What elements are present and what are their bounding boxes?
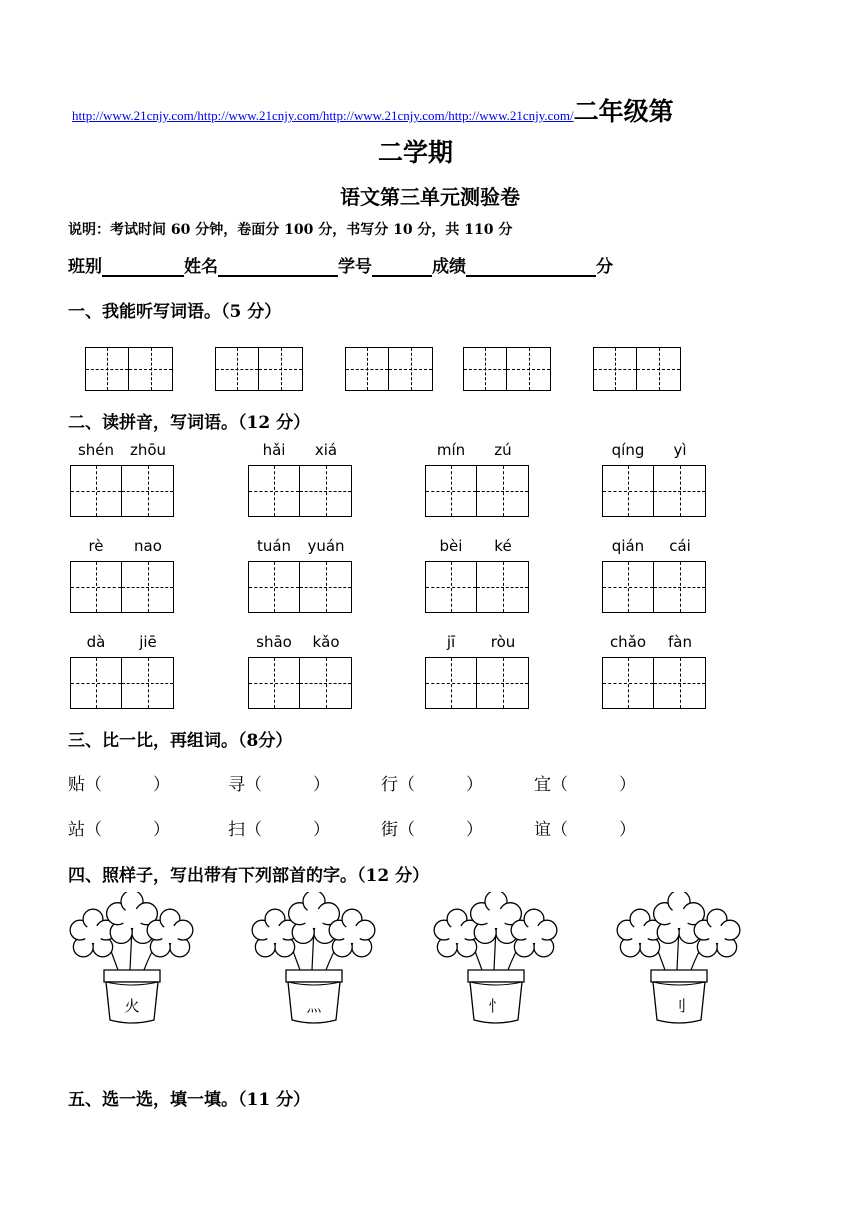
pinyin-writing-grid[interactable] [602,465,706,517]
pinyin-writing-grid[interactable] [425,657,529,709]
radical-label: 刂 [671,997,687,1015]
compare-item[interactable]: 街（ ） [381,820,483,840]
pinyin-syllable: shén [77,441,115,459]
dictation-grid-5[interactable] [593,347,681,391]
compare-item[interactable]: 行（ ） [381,775,483,795]
pinyin-syllable: jiē [139,633,157,651]
pinyin-syllable: bèi [439,537,463,555]
name-blank[interactable] [218,257,338,277]
pinyin-writing-grid[interactable] [602,657,706,709]
pinyin-writing-grid[interactable] [425,561,529,613]
pinyin-writing-grid[interactable] [602,561,706,613]
section-3-title: 三、比一比，再组词。（8分） [68,731,293,751]
section-4-title: 四、照样子，写出带有下列部首的字。（12 分） [68,866,430,886]
pinyin-writing-grid[interactable] [70,465,174,517]
pinyin-syllable: fàn [668,633,692,651]
pinyin-syllable: hǎi [262,441,286,459]
pinyin-syllable: nao [134,537,162,555]
score-blank[interactable] [466,257,596,277]
compare-item[interactable]: 扫（ ） [228,820,330,840]
radical-label: 忄 [488,997,504,1015]
title-part1: 二年级第 [573,97,674,126]
pinyin-syllable: ké [494,537,512,555]
dictation-grid-2[interactable] [215,347,303,391]
compare-item[interactable]: 宜（ ） [534,775,636,795]
radical-label: 灬 [306,997,322,1015]
pinyin-syllable: rè [88,537,104,555]
score-unit: 分 [596,257,613,277]
section-1-title: 一、我能听写词语。（5 分） [68,302,282,322]
title-part2: 二学期 [378,138,454,167]
pinyin-writing-grid[interactable] [70,561,174,613]
pinyin-syllable: xiá [314,441,338,459]
section-2-title: 二、读拼音，写词语。（12 分） [68,413,311,433]
pinyin-syllable: kǎo [312,633,340,651]
section-5-title: 五、选一选，填一填。（11 分） [68,1090,311,1110]
pinyin-syllable: shāo [256,633,292,651]
exam-note: 说明：考试时间 60 分钟，卷面分 100 分，书写分 10 分，共 110 分 [68,222,513,238]
class-label: 班别 [68,257,102,277]
pinyin-writing-grid[interactable] [248,657,352,709]
pinyin-writing-grid[interactable] [425,465,529,517]
pinyin-writing-grid[interactable] [70,657,174,709]
class-blank[interactable] [102,257,184,277]
pinyin-writing-grid[interactable] [248,561,352,613]
header-line [72,92,674,128]
header-links[interactable]: http://www.21cnjy.com/http://www.21cnjy.com/http://www.21cnjy.com/http://www.21cnjy.com/ [72,108,574,123]
pinyin-syllable: qíng [611,441,645,459]
pinyin-syllable: dà [86,633,106,651]
pinyin-syllable: tuán [256,537,292,555]
name-label: 姓名 [184,257,218,277]
student-info-line [68,252,613,277]
dictation-grid-3[interactable] [345,347,433,391]
radical-label: 火 [124,997,140,1015]
pinyin-syllable: ròu [490,633,516,651]
number-blank[interactable] [372,257,432,277]
compare-item[interactable]: 贴（ ） [68,775,170,795]
dictation-grid-1[interactable] [85,347,173,391]
pinyin-syllable: yuán [307,537,345,555]
pinyin-writing-grid[interactable] [248,465,352,517]
pinyin-syllable: yì [673,441,687,459]
pinyin-syllable: zú [494,441,512,459]
pinyin-syllable: cái [669,537,691,555]
compare-item[interactable]: 谊（ ） [534,820,636,840]
compare-item[interactable]: 寻（ ） [228,775,330,795]
dictation-grid-4[interactable] [463,347,551,391]
pinyin-syllable: chǎo [609,633,647,651]
page-subtitle: 语文第三单元测验卷 [340,185,520,209]
pinyin-syllable: jī [446,633,456,651]
pinyin-syllable: qián [611,537,645,555]
compare-item[interactable]: 站（ ） [68,820,170,840]
number-label: 学号 [338,257,372,277]
pinyin-syllable: zhōu [129,441,167,459]
score-label: 成绩 [432,257,466,277]
pinyin-syllable: mín [436,441,466,459]
